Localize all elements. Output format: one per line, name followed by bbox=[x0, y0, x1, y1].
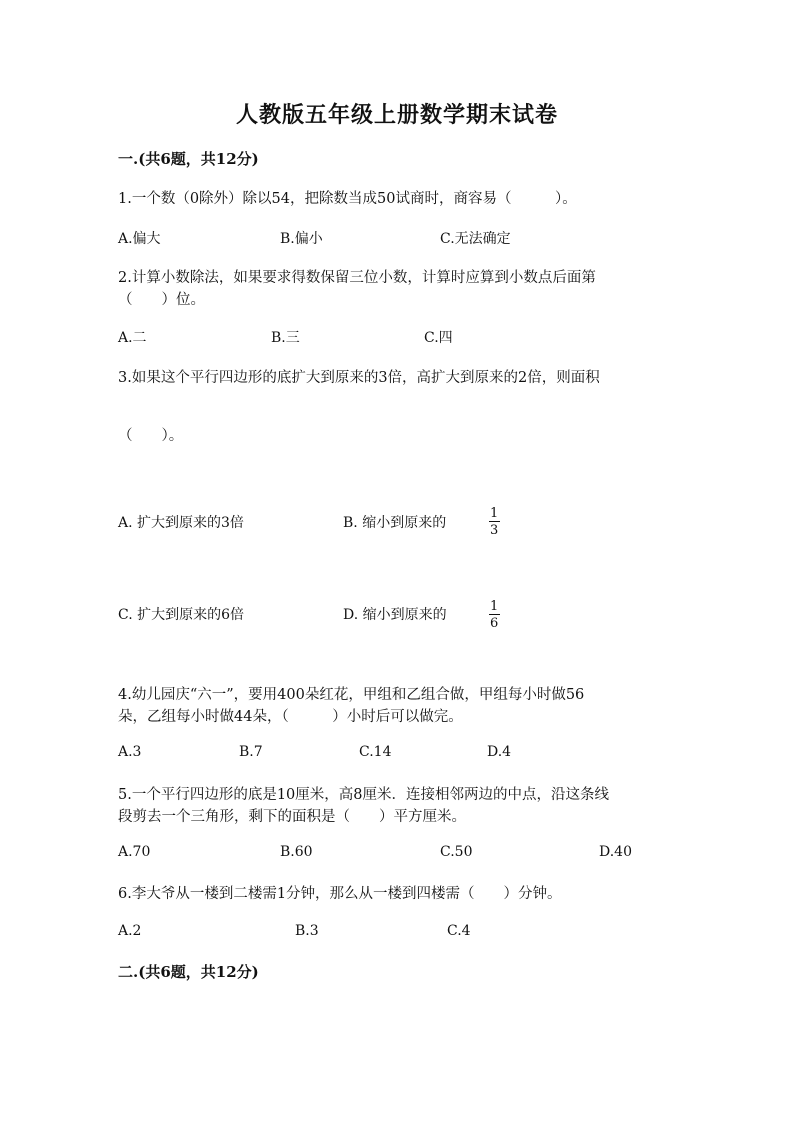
question-3-option-c: C. 扩大到原来的6倍 bbox=[118, 607, 245, 623]
question-2-line-1: 2.计算小数除法，如果要求得数保留三位小数，计算时应算到小数点后面第 bbox=[118, 270, 596, 286]
question-3-line-2: （ ）。 bbox=[118, 428, 184, 444]
question-1-option-b: B.偏小 bbox=[280, 231, 323, 247]
fraction-numerator: 1 bbox=[490, 506, 499, 521]
question-3-option-b-fraction bbox=[488, 507, 500, 537]
question-1-option-c: C.无法确定 bbox=[440, 231, 511, 247]
question-5-line-2: 段剪去一个三角形，剩下的面积是（ ）平方厘米。 bbox=[118, 809, 466, 825]
section-2-heading: 二.(共6题，共12分) bbox=[118, 963, 259, 981]
question-1-option-a: A.偏大 bbox=[118, 231, 161, 247]
page-title: 人教版五年级上册数学期末试卷 bbox=[235, 102, 558, 128]
section-1-heading: 一.(共6题，共12分) bbox=[118, 150, 259, 168]
question-1-text: 1.一个数（0除外）除以54，把除数当成50试商时，商容易（ ）。 bbox=[118, 191, 577, 207]
question-2-option-a: A.二 bbox=[118, 330, 147, 346]
question-3-option-a: A. 扩大到原来的3倍 bbox=[118, 515, 244, 531]
question-5-option-b: B.60 bbox=[280, 844, 313, 860]
question-3-option-d: D. 缩小到原来的 bbox=[343, 607, 447, 623]
question-4-option-a: A.3 bbox=[118, 744, 142, 760]
question-6-text: 6.李大爷从一楼到二楼需1分钟，那么从一楼到四楼需（ ）分钟。 bbox=[118, 886, 562, 902]
fraction-denominator: 3 bbox=[490, 523, 499, 538]
question-5-line-1: 5.一个平行四边形的底是10厘米，高8厘米．连接相邻两边的中点，沿这条线 bbox=[118, 787, 610, 803]
question-4-line-2: 朵，乙组每小时做44朵，（ ）小时后可以做完。 bbox=[118, 709, 463, 725]
question-4-option-d: D.4 bbox=[487, 744, 512, 760]
question-5-option-a: A.70 bbox=[118, 844, 151, 860]
question-3-line-1: 3.如果这个平行四边形的底扩大到原来的3倍，高扩大到原来的2倍，则面积 bbox=[118, 370, 600, 386]
fraction-denominator: 6 bbox=[490, 616, 499, 631]
question-5-option-c: C.50 bbox=[440, 844, 473, 860]
question-4-line-1: 4.幼儿园庆“六一”，要用400朵红花，甲组和乙组合做，甲组每小时做56 bbox=[118, 687, 585, 703]
question-6-option-c: C.4 bbox=[447, 923, 471, 939]
question-5-option-d: D.40 bbox=[599, 844, 632, 860]
question-4-option-b: B.7 bbox=[239, 744, 263, 760]
question-2-option-c: C.四 bbox=[424, 330, 453, 346]
question-6-option-b: B.3 bbox=[295, 923, 319, 939]
question-2-line-2: （ ）位。 bbox=[118, 292, 205, 308]
question-3-option-b: B. 缩小到原来的 bbox=[343, 515, 447, 531]
question-3-option-d-fraction bbox=[488, 600, 500, 630]
fraction-numerator: 1 bbox=[490, 599, 499, 614]
question-2-option-b: B.三 bbox=[271, 330, 300, 346]
question-4-option-c: C.14 bbox=[359, 744, 392, 760]
question-6-option-a: A.2 bbox=[118, 923, 142, 939]
